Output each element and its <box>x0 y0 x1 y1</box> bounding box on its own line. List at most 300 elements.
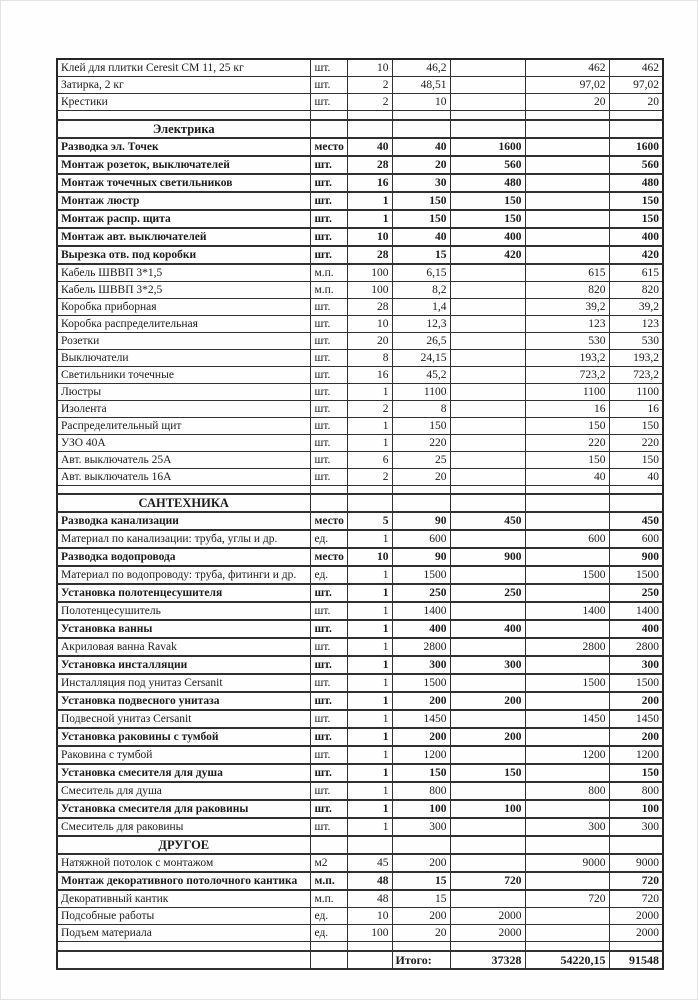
cell-materials: 220 <box>525 434 609 451</box>
cell-unit: шт. <box>310 366 347 383</box>
table-row <box>57 710 663 728</box>
cell-unit: шт. <box>310 228 347 246</box>
table-row <box>57 174 663 192</box>
cell-price: 150 <box>392 417 450 434</box>
cell-unit: шт. <box>310 674 347 692</box>
cell-work <box>450 530 525 548</box>
cell-materials <box>525 620 609 638</box>
cell-name: Кабель ШВВП 3*1,5 <box>57 264 310 282</box>
cell-materials <box>525 692 609 710</box>
cell-materials <box>525 764 609 782</box>
table-row <box>57 548 663 566</box>
cell-work: 900 <box>450 548 525 566</box>
cell-price: 800 <box>392 782 450 800</box>
table-row <box>57 210 663 228</box>
cell-work <box>450 746 525 764</box>
cell-materials <box>525 548 609 566</box>
table-row <box>57 315 663 332</box>
cell-work <box>450 366 525 383</box>
cell-unit: шт. <box>310 692 347 710</box>
cell-materials: 20 <box>525 94 609 111</box>
cell-materials <box>525 512 609 530</box>
cell-name: Вырезка отв. под коробки <box>57 246 310 264</box>
cell-price: 26,5 <box>392 332 450 349</box>
cell-price <box>392 120 450 138</box>
cell-name: Подсобные работы <box>57 908 310 925</box>
cell-qty: 1 <box>347 764 392 782</box>
cell-unit: шт. <box>310 710 347 728</box>
table-row <box>57 138 663 156</box>
cell-materials <box>525 942 609 951</box>
cell-price: 200 <box>392 728 450 746</box>
cell-name: Инсталляция под унитаз Cersanit <box>57 674 310 692</box>
cell-name: Акриловая ванна Ravak <box>57 638 310 656</box>
cell-unit: м.п. <box>310 281 347 298</box>
cell-qty: 1 <box>347 638 392 656</box>
table-row <box>57 451 663 468</box>
cell-price: 1100 <box>392 383 450 400</box>
cell-unit: шт. <box>310 656 347 674</box>
cell-qty: 1 <box>347 710 392 728</box>
cell-qty: 5 <box>347 512 392 530</box>
cell-price: 90 <box>392 512 450 530</box>
cell-price: 1400 <box>392 602 450 620</box>
cell-total: 720 <box>609 872 663 890</box>
cell-unit: шт. <box>310 192 347 210</box>
cell-qty <box>347 111 392 120</box>
cell-materials: 1450 <box>525 710 609 728</box>
cell-name <box>57 485 310 494</box>
cell-qty: 2 <box>347 400 392 417</box>
table-row <box>57 434 663 451</box>
cell-price: 200 <box>392 692 450 710</box>
cell-work: 1600 <box>450 138 525 156</box>
cell-unit: шт. <box>310 728 347 746</box>
table-row <box>57 638 663 656</box>
cell-qty: 1 <box>347 818 392 836</box>
cell-materials: 1100 <box>525 383 609 400</box>
cell-materials: 39,2 <box>525 298 609 315</box>
cell-qty: 16 <box>347 174 392 192</box>
cell-unit: шт. <box>310 638 347 656</box>
cell-unit: шт. <box>310 59 347 77</box>
cell-total: 220 <box>609 434 663 451</box>
cell-name: Коробка распределительная <box>57 315 310 332</box>
cell-work <box>450 59 525 77</box>
cell-name: Раковина с тумбой <box>57 746 310 764</box>
cell-price: 8 <box>392 400 450 417</box>
cell-work: 150 <box>450 192 525 210</box>
cell-name: Изолента <box>57 400 310 417</box>
cell-name <box>57 942 310 951</box>
cell-work <box>450 494 525 512</box>
cell-materials <box>525 120 609 138</box>
cell-materials: 1400 <box>525 602 609 620</box>
cell-qty: 48 <box>347 890 392 908</box>
cell-unit: шт. <box>310 782 347 800</box>
cell-price: 1500 <box>392 674 450 692</box>
cell-total: 530 <box>609 332 663 349</box>
cell-total: 16 <box>609 400 663 417</box>
cell-qty: 10 <box>347 315 392 332</box>
cell-unit: шт. <box>310 451 347 468</box>
cell-name: Клей для плитки Ceresit CM 11, 25 кг <box>57 59 310 77</box>
cell-price: 90 <box>392 548 450 566</box>
cell-materials: 800 <box>525 782 609 800</box>
cell-price: 150 <box>392 192 450 210</box>
cell-price: 48,51 <box>392 77 450 94</box>
cell-qty: 10 <box>347 228 392 246</box>
cell-total: 420 <box>609 246 663 264</box>
cell-work: 100 <box>450 800 525 818</box>
cell-total: 123 <box>609 315 663 332</box>
cell-total: 39,2 <box>609 298 663 315</box>
cell-unit <box>310 942 347 951</box>
cell-price: 30 <box>392 174 450 192</box>
cell-work: 2000 <box>450 908 525 925</box>
cell-unit: шт. <box>310 468 347 485</box>
cell-work <box>450 400 525 417</box>
cell-name: Установка подвесного унитаза <box>57 692 310 710</box>
cell-price: 6,15 <box>392 264 450 282</box>
cell-total: 193,2 <box>609 349 663 366</box>
cell-price: 20 <box>392 925 450 942</box>
table-row <box>57 332 663 349</box>
cell-work <box>450 417 525 434</box>
cell-qty: 6 <box>347 451 392 468</box>
cell-work: 720 <box>450 872 525 890</box>
cell-work <box>450 818 525 836</box>
cell-work <box>450 854 525 872</box>
table-row <box>57 417 663 434</box>
cell-price: 300 <box>392 818 450 836</box>
cell-price: 200 <box>392 854 450 872</box>
cell-qty: 1 <box>347 383 392 400</box>
cell-name: Монтаж розеток, выключателей <box>57 156 310 174</box>
cell-qty: 10 <box>347 908 392 925</box>
cell-work <box>450 451 525 468</box>
table-row <box>57 890 663 908</box>
cell-price: 20 <box>392 156 450 174</box>
table-row <box>57 77 663 94</box>
cell-materials <box>525 836 609 854</box>
cell-price: 150 <box>392 764 450 782</box>
cell-qty: 2 <box>347 77 392 94</box>
cell-price <box>392 494 450 512</box>
cell-name: ДРУГОЕ <box>57 836 310 854</box>
cell-price: 15 <box>392 872 450 890</box>
cell-name: Авт. выключатель 25А <box>57 451 310 468</box>
cell-work: 400 <box>450 620 525 638</box>
cell-materials <box>525 138 609 156</box>
cell-work: 420 <box>450 246 525 264</box>
cell-unit: ед. <box>310 530 347 548</box>
cell-materials: 40 <box>525 468 609 485</box>
cell-price <box>392 485 450 494</box>
cell-name: Полотенцесушитель <box>57 602 310 620</box>
cell-total: 20 <box>609 94 663 111</box>
cell-unit: м2 <box>310 854 347 872</box>
cell-name: Материал по канализации: труба, углы и др. <box>57 530 310 548</box>
cell-qty: 10 <box>347 548 392 566</box>
cell-price: 1450 <box>392 710 450 728</box>
section-header-row <box>57 120 663 138</box>
cell-total: 97,02 <box>609 77 663 94</box>
cell-work <box>450 315 525 332</box>
cell-name: Смеситель для раковины <box>57 818 310 836</box>
cell-work: 250 <box>450 584 525 602</box>
cell-name: Материал по водопроводу: труба, фитинги и др. <box>57 566 310 584</box>
cell-materials: 615 <box>525 264 609 282</box>
cell-qty: 16 <box>347 366 392 383</box>
cell-qty: 2 <box>347 94 392 111</box>
cell-name: Декоративный кантик <box>57 890 310 908</box>
table-row <box>57 530 663 548</box>
cell-qty: 1 <box>347 417 392 434</box>
cell-materials: 193,2 <box>525 349 609 366</box>
cell-unit: шт. <box>310 174 347 192</box>
cell-price: 200 <box>392 908 450 925</box>
cell-materials <box>525 584 609 602</box>
cell-price: 600 <box>392 530 450 548</box>
cell-total: 300 <box>609 656 663 674</box>
cell-total: 9000 <box>609 854 663 872</box>
cell-materials: 2800 <box>525 638 609 656</box>
cell-total <box>609 485 663 494</box>
cell-materials: 1500 <box>525 566 609 584</box>
cell-total <box>609 942 663 951</box>
cell-materials <box>525 925 609 942</box>
cell-name: Монтаж декоративного потолочного кантика <box>57 872 310 890</box>
cell-price <box>392 111 450 120</box>
cell-qty: 1 <box>347 800 392 818</box>
cell-name: Установка раковины с тумбой <box>57 728 310 746</box>
table-row <box>57 59 663 77</box>
cell-unit: ед. <box>310 566 347 584</box>
table-row <box>57 281 663 298</box>
cell-work <box>450 836 525 854</box>
cell-materials <box>525 872 609 890</box>
cell-name: Распределительный щит <box>57 417 310 434</box>
cell-materials: 723,2 <box>525 366 609 383</box>
cell-price: 1500 <box>392 566 450 584</box>
cell-name: САНТЕХНИКА <box>57 494 310 512</box>
cell-name: Светильники точечные <box>57 366 310 383</box>
cell-materials: 530 <box>525 332 609 349</box>
cell-unit: шт. <box>310 156 347 174</box>
cell-price: 15 <box>392 246 450 264</box>
table-row <box>57 264 663 282</box>
cell-qty: 28 <box>347 298 392 315</box>
cell-materials <box>525 156 609 174</box>
cell-price: 300 <box>392 656 450 674</box>
cell-materials: 54220,15 <box>525 951 609 969</box>
table-row <box>57 468 663 485</box>
cell-qty: 1 <box>347 192 392 210</box>
cell-materials: 123 <box>525 315 609 332</box>
cell-materials: 462 <box>525 59 609 77</box>
cell-total: 462 <box>609 59 663 77</box>
cell-work <box>450 349 525 366</box>
cell-price: 1200 <box>392 746 450 764</box>
cell-qty: 1 <box>347 210 392 228</box>
cell-unit: шт. <box>310 800 347 818</box>
table-row <box>57 746 663 764</box>
cell-name: Установка инсталляции <box>57 656 310 674</box>
cell-price: 400 <box>392 620 450 638</box>
cell-name: Электрика <box>57 120 310 138</box>
cell-materials: 300 <box>525 818 609 836</box>
cell-unit: ед. <box>310 925 347 942</box>
cell-name: Монтаж авт. выключателей <box>57 228 310 246</box>
cell-qty <box>347 494 392 512</box>
cell-work <box>450 120 525 138</box>
cell-total: 150 <box>609 210 663 228</box>
cell-total: 600 <box>609 530 663 548</box>
cell-unit: м.п. <box>310 264 347 282</box>
cell-total <box>609 120 663 138</box>
cell-unit: шт. <box>310 620 347 638</box>
estimate-table <box>56 58 664 970</box>
cell-qty: 1 <box>347 746 392 764</box>
cell-name: Выключатели <box>57 349 310 366</box>
cell-materials <box>525 174 609 192</box>
cell-work: 2000 <box>450 925 525 942</box>
section-header-row <box>57 836 663 854</box>
table-row <box>57 366 663 383</box>
cell-qty: 40 <box>347 138 392 156</box>
table-row <box>57 566 663 584</box>
cell-total: 820 <box>609 281 663 298</box>
spacer-row <box>57 942 663 951</box>
cell-price: 1,4 <box>392 298 450 315</box>
cell-work: 200 <box>450 692 525 710</box>
cell-qty: 1 <box>347 434 392 451</box>
cell-price: 15 <box>392 890 450 908</box>
cell-price: 10 <box>392 94 450 111</box>
cell-name: Разводка канализации <box>57 512 310 530</box>
cell-price: 100 <box>392 800 450 818</box>
cell-name: Крестики <box>57 94 310 111</box>
table-row <box>57 246 663 264</box>
cell-work <box>450 638 525 656</box>
cell-materials <box>525 246 609 264</box>
table-row <box>57 383 663 400</box>
cell-price: 150 <box>392 210 450 228</box>
cell-name: Разводка водопровода <box>57 548 310 566</box>
cell-price: 46,2 <box>392 59 450 77</box>
cell-total: 2800 <box>609 638 663 656</box>
table-row <box>57 349 663 366</box>
cell-total: 1500 <box>609 674 663 692</box>
cell-work <box>450 264 525 282</box>
cell-total: 2000 <box>609 925 663 942</box>
cell-unit <box>310 836 347 854</box>
cell-price: 8,2 <box>392 281 450 298</box>
table-row <box>57 728 663 746</box>
cell-price <box>392 836 450 854</box>
cell-name: Коробка приборная <box>57 298 310 315</box>
cell-materials <box>525 228 609 246</box>
cell-work <box>450 383 525 400</box>
cell-name: Кабель ШВВП 3*2,5 <box>57 281 310 298</box>
cell-name <box>57 951 310 969</box>
spacer-row <box>57 485 663 494</box>
cell-unit <box>310 951 347 969</box>
section-header-row <box>57 494 663 512</box>
cell-materials <box>525 485 609 494</box>
cell-work <box>450 111 525 120</box>
cell-total <box>609 111 663 120</box>
cell-materials: 150 <box>525 451 609 468</box>
cell-total: 1500 <box>609 566 663 584</box>
cell-unit: м.п. <box>310 872 347 890</box>
cell-qty: 1 <box>347 656 392 674</box>
cell-total: 150 <box>609 192 663 210</box>
cell-unit: шт. <box>310 315 347 332</box>
cell-total: 900 <box>609 548 663 566</box>
cell-qty: 1 <box>347 692 392 710</box>
cell-materials: 9000 <box>525 854 609 872</box>
table-row <box>57 156 663 174</box>
cell-name: УЗО 40А <box>57 434 310 451</box>
cell-materials: 97,02 <box>525 77 609 94</box>
table-row <box>57 692 663 710</box>
cell-unit: шт. <box>310 764 347 782</box>
cell-work <box>450 298 525 315</box>
cell-unit: шт. <box>310 400 347 417</box>
cell-work <box>450 566 525 584</box>
cell-total: 100 <box>609 800 663 818</box>
cell-total: 40 <box>609 468 663 485</box>
cell-price: 2800 <box>392 638 450 656</box>
cell-qty <box>347 942 392 951</box>
cell-unit: ед. <box>310 908 347 925</box>
cell-price: 220 <box>392 434 450 451</box>
cell-name: Монтаж точечных светильников <box>57 174 310 192</box>
cell-materials <box>525 800 609 818</box>
table-row <box>57 602 663 620</box>
cell-price: Итого: <box>392 951 450 969</box>
cell-qty: 1 <box>347 728 392 746</box>
cell-unit: шт. <box>310 349 347 366</box>
table-row <box>57 584 663 602</box>
cell-total: 2000 <box>609 908 663 925</box>
cell-work: 200 <box>450 728 525 746</box>
cell-materials <box>525 494 609 512</box>
spacer-row <box>57 111 663 120</box>
table-row <box>57 298 663 315</box>
table-row <box>57 400 663 417</box>
cell-name: Установка смесителя для раковины <box>57 800 310 818</box>
cell-work: 560 <box>450 156 525 174</box>
cell-work <box>450 281 525 298</box>
cell-total: 723,2 <box>609 366 663 383</box>
totals-row <box>57 951 663 969</box>
cell-work <box>450 468 525 485</box>
cell-materials <box>525 111 609 120</box>
cell-qty <box>347 485 392 494</box>
table-row <box>57 782 663 800</box>
cell-materials: 150 <box>525 417 609 434</box>
cell-total: 250 <box>609 584 663 602</box>
cell-unit: шт. <box>310 417 347 434</box>
cell-total: 400 <box>609 620 663 638</box>
cell-materials: 1200 <box>525 746 609 764</box>
cell-total: 450 <box>609 512 663 530</box>
cell-qty: 1 <box>347 782 392 800</box>
cell-materials <box>525 908 609 925</box>
